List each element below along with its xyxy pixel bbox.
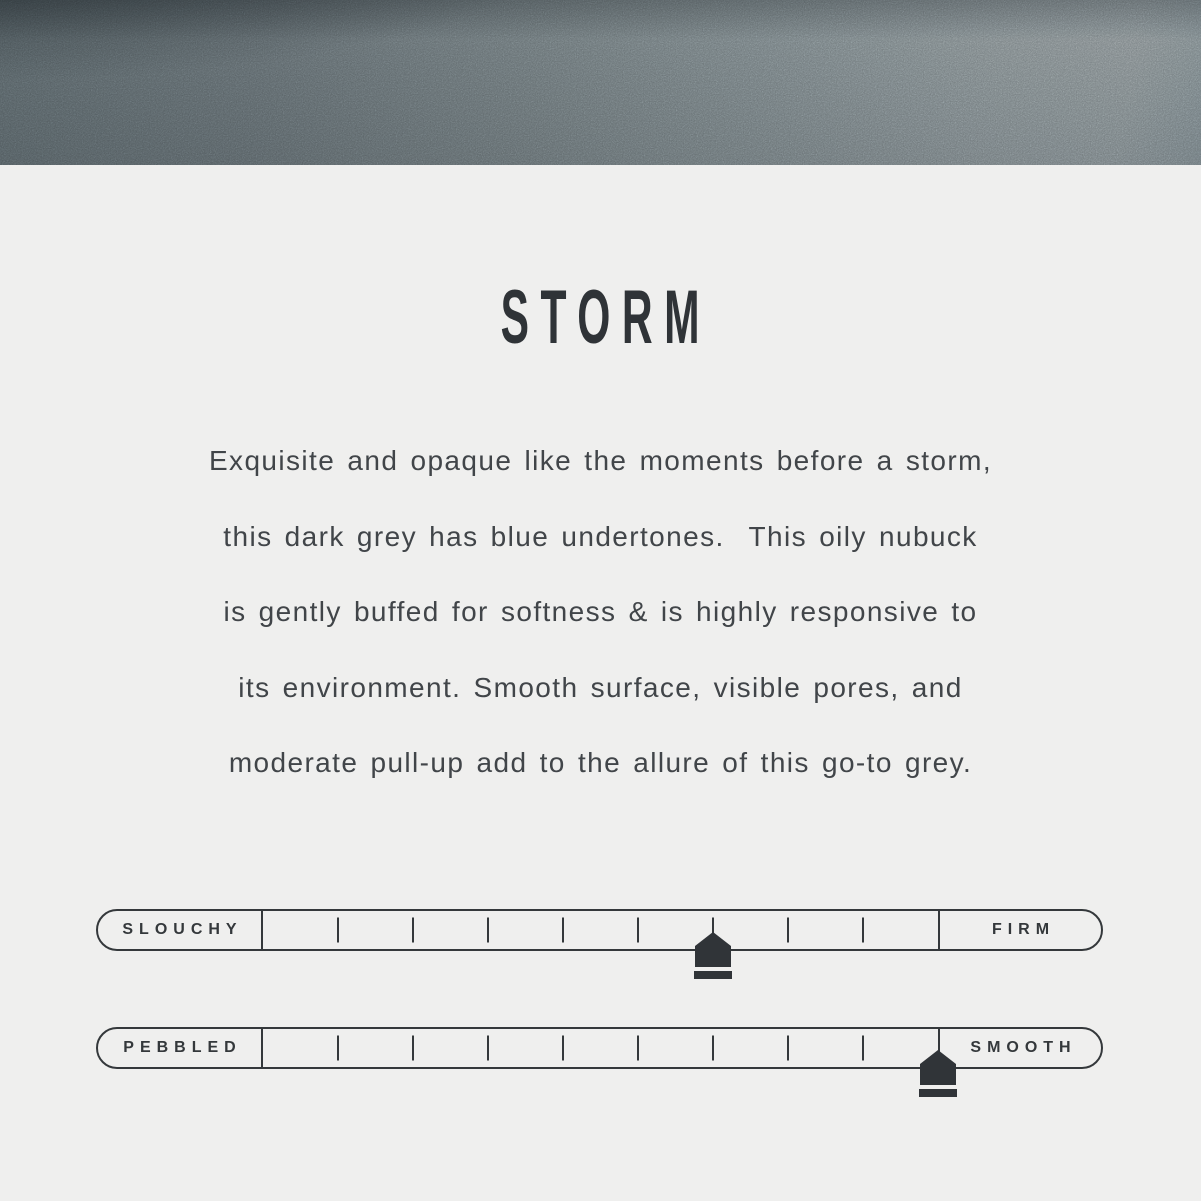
texture-scale-right-cap bbox=[938, 1029, 1101, 1067]
firmness-scale-right-cap bbox=[938, 911, 1101, 949]
tick-mark bbox=[787, 1036, 789, 1061]
description-line: Exquisite and opaque like the moments before a storm, bbox=[208, 445, 993, 476]
tick-mark bbox=[412, 918, 414, 943]
texture-right-label: SMOOTH bbox=[970, 1039, 1077, 1056]
firmness-scale bbox=[96, 909, 1103, 951]
tick-mark bbox=[487, 918, 489, 943]
tick-mark bbox=[412, 1036, 414, 1061]
firmness-scale-left-cap bbox=[98, 911, 263, 949]
tick-mark bbox=[637, 1036, 639, 1061]
texture-marker-base bbox=[919, 1089, 957, 1097]
leather-grain-texture bbox=[0, 0, 1201, 165]
description-line: its environment. Smooth surface, visible pores, and bbox=[238, 671, 963, 703]
description-line: is gently buffed for softness & is highly responsive to bbox=[223, 596, 978, 627]
firmness-marker bbox=[694, 932, 732, 979]
texture-scale-track bbox=[263, 1029, 938, 1067]
page-title bbox=[0, 270, 1201, 366]
firmness-marker-base bbox=[694, 971, 732, 979]
tick-mark bbox=[562, 918, 564, 943]
tick-mark bbox=[862, 918, 864, 943]
firmness-marker-head bbox=[695, 932, 731, 967]
tick-mark bbox=[637, 918, 639, 943]
tick-mark bbox=[787, 918, 789, 943]
firmness-scale-track bbox=[263, 911, 938, 949]
description-line: moderate pull-up add to the allure of this go-to grey. bbox=[228, 747, 973, 778]
tick-mark bbox=[712, 1036, 714, 1061]
tick-mark bbox=[862, 1036, 864, 1061]
texture-scale bbox=[96, 1027, 1103, 1069]
color-description bbox=[0, 423, 1201, 801]
firmness-left-label: SLOUCHY bbox=[122, 921, 243, 938]
description-line: this dark grey has blue undertones. This oily nubuck bbox=[223, 520, 978, 552]
leather-banner-image bbox=[0, 0, 1201, 165]
tick-mark bbox=[562, 1036, 564, 1061]
texture-scale-left-cap bbox=[98, 1029, 263, 1067]
tick-mark bbox=[337, 1036, 339, 1061]
texture-marker bbox=[919, 1050, 957, 1097]
firmness-right-label: FIRM bbox=[991, 921, 1056, 938]
page-title-text: STORM bbox=[501, 275, 712, 360]
tick-mark bbox=[337, 918, 339, 943]
texture-marker-head bbox=[920, 1050, 956, 1085]
tick-mark bbox=[487, 1036, 489, 1061]
texture-left-label: PEBBLED bbox=[123, 1039, 242, 1056]
